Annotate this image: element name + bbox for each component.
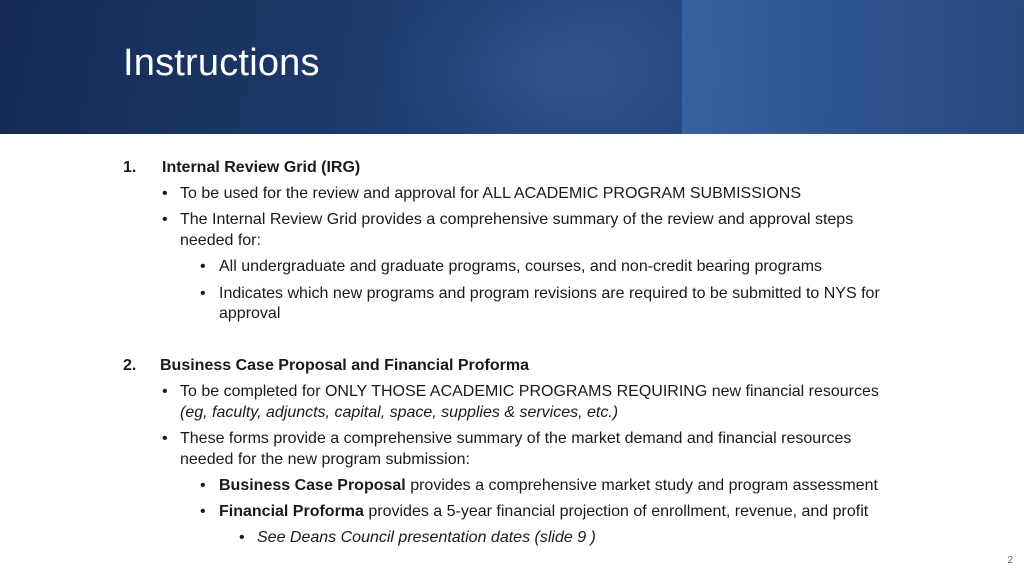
section-2-number: 2. — [123, 357, 137, 374]
section-2-heading: Business Case Proposal and Financial Proforma — [160, 357, 529, 374]
section-1-sub-bullet-1: All undergraduate and graduate programs, courses, and non-credit bearing programs — [219, 258, 823, 275]
financial-proforma-label: Financial Proforma — [219, 503, 364, 520]
business-case-proposal-label: Business Case Proposal — [219, 477, 406, 494]
financial-proforma-desc: provides a 5-year financial projection of enrollment, revenue, and profit — [363, 503, 869, 520]
bullet-icon: • — [162, 430, 168, 447]
section-2-bullet-1-line-2: (eg, faculty, adjuncts, capital, space, supplies & services, etc.) — [180, 404, 619, 421]
section-2-bullet-2-line-2: needed for the new program submission: — [180, 451, 470, 468]
bullet-icon: • — [162, 211, 168, 228]
section-1-sub-bullet-2-line-1: Indicates which new programs and program revisions are required to be submitted to NYS for — [219, 285, 880, 302]
section-1-number: 1. — [123, 159, 137, 176]
bullet-icon: • — [200, 258, 206, 275]
section-2-bullet-2-line-1: These forms provide a comprehensive summary of the market demand and financial resources — [180, 430, 852, 447]
bullet-icon: • — [200, 477, 206, 494]
section-2-bullet-1-line-1: To be completed for ONLY THOSE ACADEMIC PROGRAMS REQUIRING new financial resources — [180, 383, 879, 400]
bullet-icon: • — [200, 285, 206, 302]
section-2-sub-bullet-1 — [219, 476, 878, 496]
page-number: 2 — [1007, 555, 1013, 566]
section-1-heading: Internal Review Grid (IRG) — [162, 159, 361, 176]
section-2-sub-sub-bullet-1: See Deans Council presentation dates (slide 9 ) — [257, 529, 596, 546]
section-1-bullet-2-line-1: The Internal Review Grid provides a comprehensive summary of the review and approval steps — [180, 211, 854, 228]
bullet-icon: • — [162, 383, 168, 400]
slide-title: Instructions — [123, 42, 320, 84]
bullet-icon: • — [200, 503, 206, 520]
section-1-sub-bullet-2-line-2: approval — [219, 305, 281, 322]
bullet-icon: • — [162, 185, 168, 202]
bullet-icon: • — [239, 529, 245, 546]
section-1-bullet-2-line-2: needed for: — [180, 232, 261, 249]
business-case-proposal-desc: provides a comprehensive market study and program assessment — [405, 477, 878, 494]
section-2-sub-bullet-2 — [219, 502, 868, 522]
section-1-bullet-1: To be used for the review and approval for ALL ACADEMIC PROGRAM SUBMISSIONS — [180, 185, 801, 202]
